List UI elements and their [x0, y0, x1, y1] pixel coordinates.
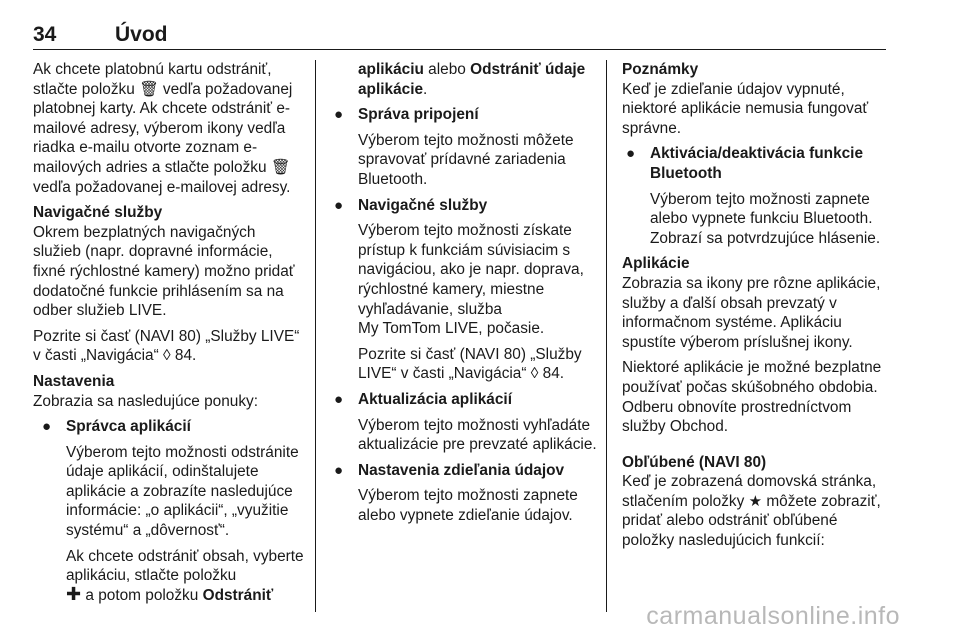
connection-manager-title: Správa pripojení: [358, 106, 479, 124]
column-divider: [606, 60, 607, 612]
nav-services-bullet-text: Výberom tejto možnosti získate prístup k funkciám súvisiacim s navigáciou, ako je napr. doprava, rýchlostné kamery, miestne vyhľadávanie, služba: [358, 222, 584, 318]
nav-services-heading: Navigačné služby: [33, 204, 163, 222]
list-item: [330, 196, 598, 384]
column-3: [622, 60, 892, 557]
list-item: [330, 461, 598, 526]
bullet-icon: ●: [334, 390, 344, 408]
app-update-title: Aktualizácia aplikácií: [358, 390, 512, 408]
favourites-text: Keď je zobrazená domovská stránka, stlačením položky ★ môžete zobraziť, pridať alebo odstrániť obľúbené položky nasledujúcich funkcií:: [622, 473, 881, 550]
apps-text: Zobrazia sa ikony pre rôzne aplikácie, služby a ďalší obsah prevzatý v informačnom systéme. Aplikáciu spustíte výberom príslušnej ikony.: [622, 274, 881, 351]
apps-trial-text: Niektoré aplikácie je možné bezplatne používať počas skúšobného obdobia. Odberu obnovíte prostredníctvom služby Obchod.: [622, 359, 882, 436]
nav-services-bullet-reference: Pozrite si časť (NAVI 80) „Služby LIVE“ v časti „Navigácia“ ◊ 84.: [358, 345, 582, 383]
bullet-icon: ●: [334, 106, 344, 124]
page-header: [33, 24, 886, 50]
bullet-icon: ●: [334, 461, 344, 479]
data-sharing-text: Výberom tejto možnosti zapnete alebo vypnete zdieľanie údajov.: [358, 487, 578, 524]
bullet-icon: ●: [42, 418, 52, 436]
notes-text: Keď je zdieľanie údajov vypnuté, niektoré aplikácie nemusia fungovať správne.: [622, 80, 869, 137]
column-divider: [315, 60, 316, 612]
bluetooth-toggle-text: Výberom tejto možnosti zapnete alebo vypnete funkciu Bluetooth. Zobrazí sa potvrdzujúce hlásenie.: [650, 190, 881, 247]
column-1: [33, 60, 305, 611]
watermark: carmanualsonline.info: [646, 602, 900, 630]
app-manager-title: Správca aplikácií: [66, 418, 191, 436]
settings-text: Zobrazia sa nasledujúce ponuky:: [33, 392, 259, 410]
nav-services-bullet-title: Navigačné služby: [358, 196, 488, 214]
column-2: [330, 60, 598, 531]
app-update-text: Výberom tejto možnosti vyhľadáte aktualizácie pre prevzaté aplikácie.: [358, 416, 597, 454]
chapter-title: Úvod: [115, 23, 168, 46]
connection-manager-text: Výberom tejto možnosti môžete spravovať prídavné zariadenia Bluetooth.: [358, 131, 574, 188]
star-icon: ★: [748, 492, 763, 510]
app-manager-continued: aplikáciu alebo Odstrániť údaje aplikácie.: [358, 61, 586, 98]
list-item: [330, 105, 598, 189]
app-manager-text: Výberom tejto možnosti odstránite údaje aplikácií, odinštalujete aplikácie a zobrazíte nasledujúce informácie: „o aplikácii“, „využitie systému“ a „dôvernosť“.: [66, 443, 299, 540]
bullet-icon: ●: [626, 145, 636, 163]
data-sharing-title: Nastavenia zdieľania údajov: [358, 461, 565, 479]
app-manager-remove-text: Ak chcete odstrániť obsah, vyberte aplikáciu, stlačte položku ✚ a potom položku Odstrániť: [66, 547, 304, 604]
list-item: [330, 390, 598, 455]
settings-heading: Nastavenia: [33, 372, 115, 390]
plus-icon: ✚: [66, 583, 82, 604]
list-item: [33, 417, 305, 605]
list-item: [622, 144, 892, 248]
favourites-heading: Obľúbené (NAVI 80): [622, 453, 767, 471]
apps-heading: Aplikácie: [622, 255, 690, 273]
notes-heading: Poznámky: [622, 61, 699, 78]
nav-services-reference: Pozrite si časť (NAVI 80) „Služby LIVE“ v časti „Navigácia“ ◊ 84.: [33, 327, 300, 365]
nav-services-text: Okrem bezplatných navigačných služieb (napr. dopravné informácie, fixné rýchlostné kamery) možno pridať dodatočné funkcie prihlásením sa na odber služieb LIVE.: [33, 223, 295, 320]
page-number: 34: [33, 23, 57, 46]
bullet-icon: ●: [334, 196, 344, 214]
payment-card-paragraph: Ak chcete platobnú kartu odstrániť, stlačte položku 🗑 vedľa požadovanej platobnej karty. Ak chcete odstrániť e-mailové adresy, výberom ikony vedľa riadka e-mailu otvorte zoznam e-mailových adries a stlačte položku 🗑 vedľa požadovanej e-mailovej adresy.: [33, 61, 293, 196]
bluetooth-toggle-title: Aktivácia/deaktivácia funkcie Bluetooth: [650, 145, 864, 182]
nav-services-bullet-text2: My TomTom LIVE, počasie.: [358, 320, 545, 338]
